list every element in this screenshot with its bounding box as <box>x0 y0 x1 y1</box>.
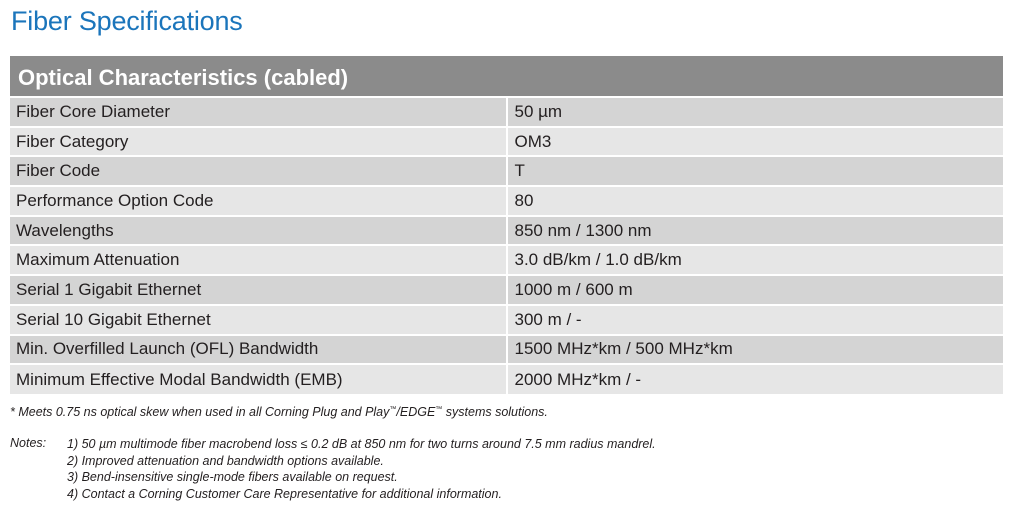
row-value: 1000 m / 600 m <box>507 275 1004 305</box>
table-row <box>10 186 1003 216</box>
row-label: Fiber Code <box>10 156 507 186</box>
table-header: Optical Characteristics (cabled) <box>10 56 1003 97</box>
row-value: 50 µm <box>507 97 1004 127</box>
trademark-symbol: ™ <box>389 405 397 413</box>
row-value: 80 <box>507 186 1004 216</box>
row-value: 300 m / - <box>507 305 1004 335</box>
notes-label: Notes: <box>10 436 47 450</box>
trademark-symbol: ™ <box>435 405 443 413</box>
row-value: OM3 <box>507 127 1004 157</box>
row-value: T <box>507 156 1004 186</box>
footnote-text: * Meets 0.75 ns optical skew when used in all Corning Plug and Play <box>10 405 390 419</box>
table-row <box>10 275 1003 305</box>
optical-characteristics-table <box>10 56 1003 394</box>
table-row <box>10 335 1003 365</box>
footnote-text: /EDGE <box>396 405 436 419</box>
table-row <box>10 364 1003 394</box>
note-item: 4) Contact a Corning Customer Care Representative for additional information. <box>67 486 502 501</box>
row-value: 850 nm / 1300 nm <box>507 216 1004 246</box>
table-row <box>10 305 1003 335</box>
skew-footnote <box>10 405 548 419</box>
table-header-row <box>10 56 1003 97</box>
row-label: Minimum Effective Modal Bandwidth (EMB) <box>10 364 507 394</box>
note-item: 2) Improved attenuation and bandwidth options available. <box>67 453 384 468</box>
table-row <box>10 245 1003 275</box>
table-row <box>10 97 1003 127</box>
row-value: 1500 MHz*km / 500 MHz*km <box>507 335 1004 365</box>
row-label: Fiber Category <box>10 127 507 157</box>
page-title: Fiber Specifications <box>11 6 243 36</box>
note-item: 3) Bend-insensitive single-mode fibers available on request. <box>67 470 398 484</box>
row-label: Serial 10 Gigabit Ethernet <box>10 305 507 335</box>
notes-list <box>67 436 656 502</box>
row-value: 2000 MHz*km / - <box>507 364 1004 394</box>
row-label: Fiber Core Diameter <box>10 97 507 127</box>
row-label: Maximum Attenuation <box>10 245 507 275</box>
row-label: Min. Overfilled Launch (OFL) Bandwidth <box>10 335 507 365</box>
row-label: Serial 1 Gigabit Ethernet <box>10 275 507 305</box>
table-row <box>10 156 1003 186</box>
row-label: Performance Option Code <box>10 186 507 216</box>
row-label: Wavelengths <box>10 216 507 246</box>
footnote-text: systems solutions. <box>442 405 548 419</box>
row-value: 3.0 dB/km / 1.0 dB/km <box>507 245 1004 275</box>
note-item: 1) 50 µm multimode fiber macrobend loss ≤ 0.2 dB at 850 nm for two turns around 7.5 mm radius mandrel. <box>67 437 656 451</box>
table-row <box>10 127 1003 157</box>
table-row <box>10 216 1003 246</box>
